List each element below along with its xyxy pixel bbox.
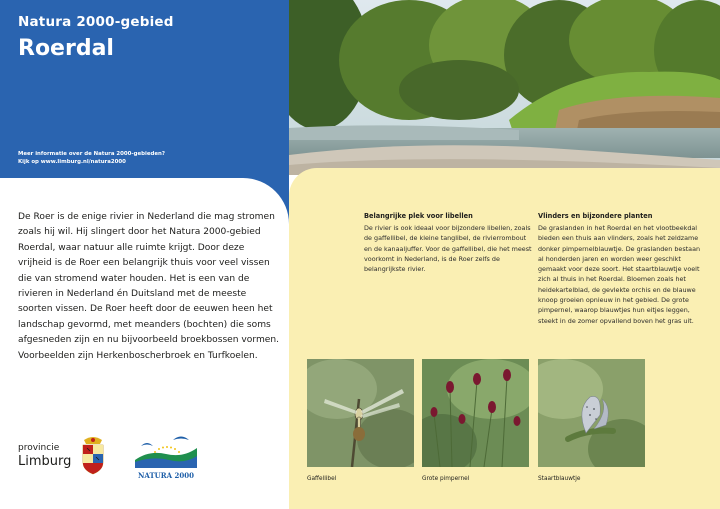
info-line-2[interactable]: Kijk op www.limburg.nl/natura2000	[18, 159, 126, 165]
natura-2000-logo	[133, 432, 199, 480]
butterflies-section	[538, 212, 706, 326]
roerdal-river-photo	[289, 0, 720, 175]
province-label-large: Limburg	[18, 454, 72, 469]
gaffellibel-photo	[307, 359, 414, 467]
dragonflies-section	[364, 212, 532, 274]
caption-staartblauwtje: Staartblauwtje	[538, 476, 581, 482]
page-kicker: Natura 2000-gebied	[18, 14, 174, 30]
caption-grote-pimpernel: Grote pimpernel	[422, 476, 470, 482]
info-text	[18, 150, 165, 166]
limburg-crest-icon	[80, 436, 106, 476]
intro-text: De Roer is de enige rivier in Nederland die mag stromen zoals hij wil. Hij slingert door het Natura 2000-gebied Roerdal, waar natuur alle ruimte krijgt. Door deze vrijheid is de Roer een belangrijk thuis voor veel vissen die van stromend water houden. Het is een van de rivieren in Nederland én Duitsland met de meeste soorten vissen. De Roer heeft door de eeuwen heen het landschap gevormd, met meanders (bochten) die soms afgesneden zijn en nu bijvoorbeeld broekbossen vormen. Voorbeelden zijn Herkenboscherbroek en Turfkoelen.	[18, 212, 280, 361]
natura-logo-text: NATURA 2000	[138, 471, 194, 480]
page-title: Roerdal	[18, 36, 114, 61]
section-heading: Vlinders en bijzondere planten	[538, 212, 653, 220]
grote-pimpernel-photo	[422, 359, 529, 467]
section-body: De rivier is ook ideaal voor bijzondere libellen, zoals de gaffellibel, de kleine tanglibel, de rivierrombout en de kanaaljuffer. Voor de gaffellibel, die het meest voorkomt in Nederland, is de Roer zelfs de belangrijkste rivier.	[364, 224, 532, 274]
caption-gaffellibel: Gaffellibel	[307, 476, 337, 482]
province-label-small: provincie	[18, 443, 60, 453]
provincie-limburg-logo	[18, 443, 71, 469]
staartblauwtje-photo	[538, 359, 645, 467]
section-heading: Belangrijke plek voor libellen	[364, 212, 473, 220]
info-line-1: Meer informatie over de Natura 2000-gebieden?	[18, 151, 165, 157]
section-body: De graslanden in het Roerdal en het vlootbeekdal bieden een thuis aan vlinders, zoals het zeldzame donker pimpernelblauwtje. De graslanden bestaan al honderden jaren en worden weer geschikt gemaakt voor deze soort. Het staartblauwtje voelt zich al thuis in het Roerdal. Bloemen zoals het heidekartelblad, de gevlekte orchis en de blauwe knoop groeien opnieuw in het gebied. De grote pimpernel, waarop blauwtjes hun eitjes leggen, steekt in de zomer opvallend boven het gras uit.	[538, 224, 701, 325]
